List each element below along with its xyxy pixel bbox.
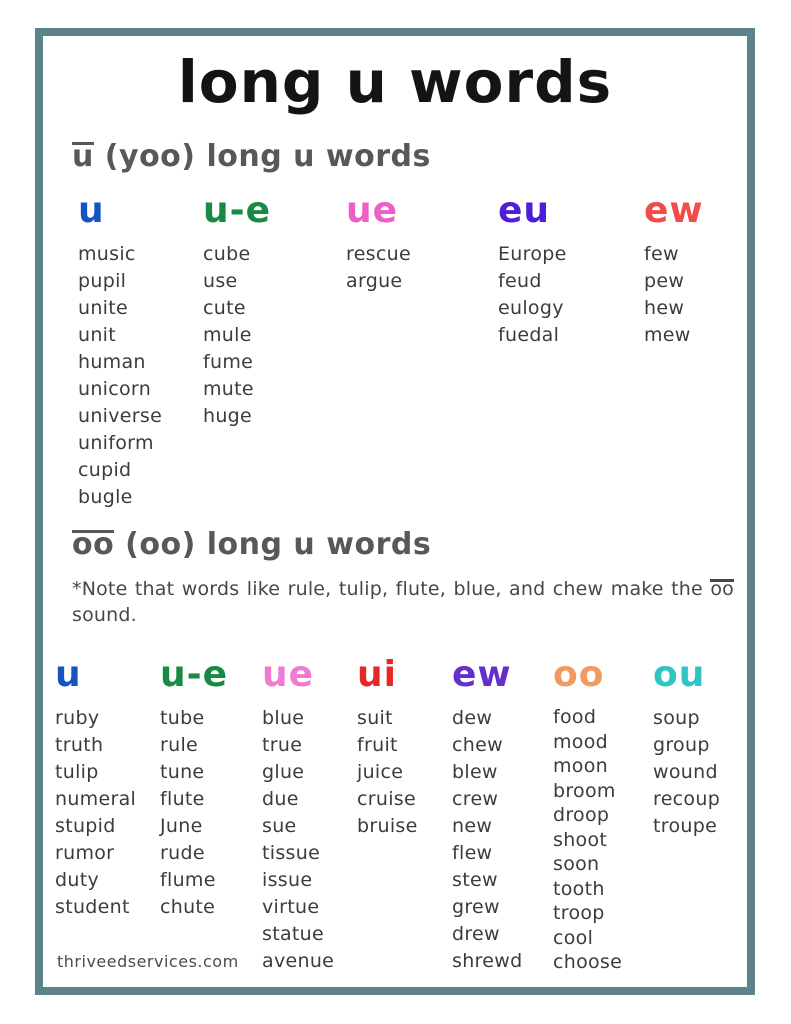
word: fume [203, 351, 254, 373]
word: human [78, 351, 146, 373]
word: music [78, 243, 136, 265]
word: grew [452, 896, 500, 918]
phonics-column-ew [452, 654, 553, 975]
word: troop [553, 902, 605, 924]
word: recoup [653, 788, 721, 810]
word: moon [553, 755, 608, 777]
word: fuedal [498, 324, 560, 346]
column-label: oo [553, 654, 605, 695]
word: unite [78, 297, 129, 319]
word: choose [553, 951, 623, 973]
word: juice [357, 761, 404, 783]
word: flume [160, 869, 216, 891]
word: few [644, 243, 679, 265]
phonics-column-ue [346, 190, 498, 511]
word: cool [553, 926, 594, 949]
page-border-frame [35, 28, 755, 995]
word: rescue [346, 243, 411, 265]
word: droop [553, 804, 610, 826]
phonics-column-ui [357, 654, 452, 975]
word: shoot [553, 828, 608, 851]
word: feud [498, 270, 542, 292]
word: universe [78, 405, 163, 427]
word: chute [160, 896, 216, 918]
phonics-column-u [78, 190, 203, 511]
column-label: u [55, 654, 82, 695]
yoo-word-columns [78, 190, 747, 511]
note-text-before: *Note that words like rule, tulip, flute, blue, and chew make the [72, 578, 711, 600]
word: mute [203, 378, 254, 400]
phonics-column-u-e [203, 190, 346, 511]
word: student [55, 896, 130, 918]
word: huge [203, 405, 253, 427]
oo-section-note [72, 576, 734, 628]
word: troupe [653, 815, 718, 837]
word: duty [55, 869, 99, 891]
word: avenue [262, 950, 335, 972]
word: tune [160, 761, 205, 783]
word: rude [160, 842, 205, 864]
column-label: eu [498, 190, 551, 231]
word: cube [203, 243, 251, 265]
phonics-column-ue [262, 654, 357, 975]
word: chew [452, 734, 503, 756]
word: stew [452, 869, 498, 891]
word: broom [553, 779, 616, 802]
word: eulogy [498, 297, 564, 319]
word: suit [357, 707, 393, 729]
page-content [43, 36, 747, 987]
word: tulip [55, 761, 99, 783]
word: cruise [357, 788, 416, 810]
word: fruit [357, 734, 398, 756]
word: unit [78, 324, 117, 346]
section-oo-heading [72, 522, 431, 568]
word: rule [160, 734, 199, 756]
word: issue [262, 869, 313, 891]
word: argue [346, 270, 403, 292]
column-label: ew [644, 190, 704, 231]
word: flute [160, 788, 205, 810]
word: soon [553, 853, 600, 875]
column-label: u-e [160, 654, 228, 695]
word: crew [452, 788, 499, 810]
phonics-column-ou [653, 654, 720, 975]
word: true [262, 734, 303, 756]
word: June [160, 815, 203, 837]
section-yoo-heading [72, 134, 431, 180]
word: tissue [262, 842, 321, 864]
word: glue [262, 761, 305, 783]
word: bruise [357, 815, 418, 837]
word: shrewd [452, 950, 523, 972]
word: food [553, 706, 597, 728]
word: numeral [55, 788, 137, 810]
macron-u-symbol: u [72, 139, 94, 174]
word: tube [160, 707, 205, 729]
word: dew [452, 707, 493, 729]
word: use [203, 270, 238, 292]
note-text-after: sound. [72, 604, 137, 626]
section-yoo-heading-text: (yoo) long u words [93, 139, 431, 174]
word: blue [262, 707, 305, 729]
word: rumor [55, 842, 115, 864]
word: ruby [55, 707, 100, 729]
note-macron-oo-symbol: oo [710, 578, 734, 600]
word: pew [644, 270, 685, 292]
macron-oo-symbol: oo [72, 527, 115, 562]
word: uniform [78, 432, 154, 454]
word: Europe [498, 243, 567, 265]
column-label: ew [452, 654, 512, 695]
section-oo-heading-text: (oo) long u words [114, 527, 432, 562]
word: soup [653, 707, 700, 729]
column-label: u [78, 190, 105, 231]
word: cute [203, 297, 246, 319]
word: group [653, 734, 710, 756]
word: truth [55, 734, 104, 756]
word: pupil [78, 270, 127, 292]
word: unicorn [78, 378, 152, 400]
column-label: u-e [203, 190, 271, 231]
word: statue [262, 923, 324, 945]
word: cupid [78, 459, 132, 481]
word: bugle [78, 486, 133, 508]
word: blew [452, 761, 498, 783]
word: wound [653, 761, 718, 783]
word: mule [203, 324, 252, 346]
phonics-column-eu [498, 190, 644, 511]
word: tooth [553, 877, 605, 900]
word: new [452, 815, 493, 837]
phonics-column-ew [644, 190, 704, 511]
word: mew [644, 324, 691, 346]
word: stupid [55, 815, 116, 837]
phonics-column-oo [553, 654, 653, 975]
oo-word-columns [55, 654, 747, 975]
website-credit: thriveedservices.com [57, 952, 239, 971]
word: sue [262, 815, 297, 837]
column-label: ue [262, 654, 315, 695]
page-title: long u words [177, 48, 613, 116]
column-label: ue [346, 190, 399, 231]
column-label: ou [653, 654, 706, 695]
phonics-column-u [55, 654, 160, 975]
column-label: ui [357, 654, 397, 695]
word: hew [644, 297, 685, 319]
word: due [262, 788, 299, 810]
word: flew [452, 842, 493, 864]
word: drew [452, 923, 500, 945]
word: virtue [262, 896, 320, 918]
phonics-column-u-e [160, 654, 262, 975]
word: mood [553, 730, 609, 753]
